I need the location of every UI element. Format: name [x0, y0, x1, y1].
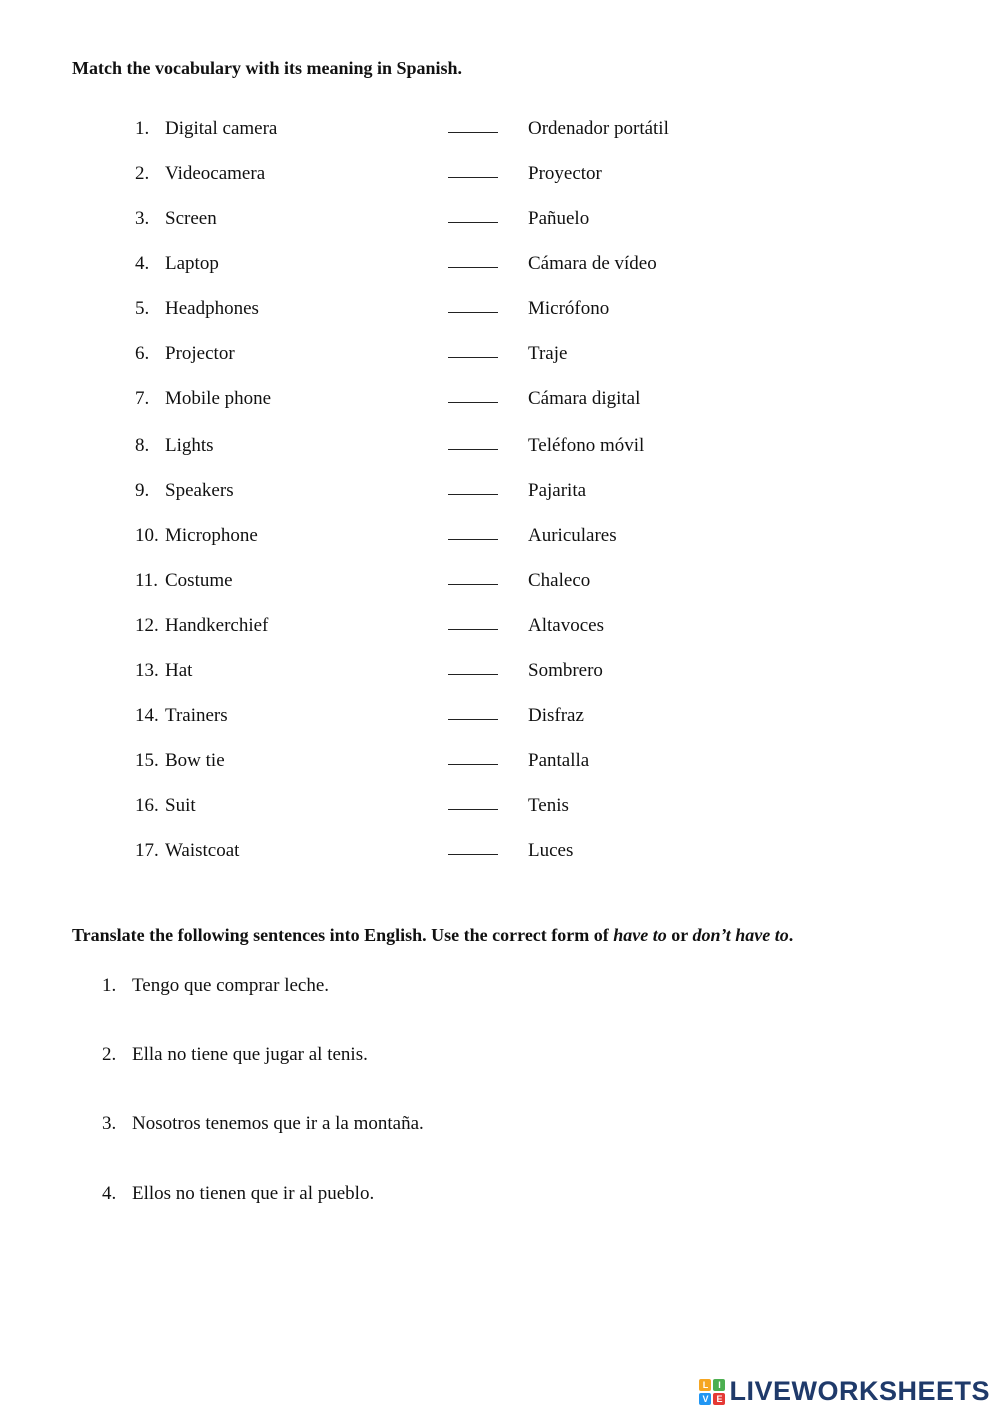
answer-blank[interactable]: [448, 222, 498, 223]
logo-text: LIVEWORKSHEETS: [729, 1376, 990, 1406]
match-row: [0, 480, 1000, 510]
match-row: [0, 750, 1000, 780]
answer-blank[interactable]: [448, 809, 498, 810]
answer-blank[interactable]: [448, 854, 498, 855]
translate-title-part1: Translate the following sentences into English. Use the correct form of: [72, 925, 614, 945]
logo-icon-letter: I: [713, 1379, 725, 1391]
match-number: 7.: [135, 388, 150, 409]
spanish-term: Cámara de vídeo: [528, 253, 657, 274]
english-term: Lights: [165, 435, 214, 456]
match-number: 3.: [135, 208, 150, 229]
english-term: Trainers: [165, 705, 228, 726]
match-number: 10.: [135, 525, 159, 546]
translate-number: 2.: [102, 1044, 117, 1065]
match-number: 2.: [135, 163, 150, 184]
match-row: [0, 163, 1000, 193]
translate-number: 3.: [102, 1113, 117, 1134]
answer-blank[interactable]: [448, 629, 498, 630]
english-term: Mobile phone: [165, 388, 272, 409]
logo-icon-letter: L: [699, 1379, 711, 1391]
answer-blank[interactable]: [448, 764, 498, 765]
english-term: Costume: [165, 570, 233, 591]
match-row: [0, 343, 1000, 373]
answer-blank[interactable]: [448, 449, 498, 450]
match-number: 12.: [135, 615, 159, 636]
answer-blank[interactable]: [448, 674, 498, 675]
liveworksheets-logo-icon: [699, 1379, 725, 1405]
match-number: 15.: [135, 750, 159, 771]
spanish-term: Altavoces: [528, 615, 604, 636]
spanish-term: Traje: [528, 343, 568, 364]
match-number: 6.: [135, 343, 150, 364]
english-term: Bow tie: [165, 750, 225, 771]
spanish-sentence: Ellos no tienen que ir al pueblo.: [132, 1183, 375, 1204]
spanish-term: Micrófono: [528, 298, 610, 319]
english-term: Hat: [165, 660, 193, 681]
spanish-term: Luces: [528, 840, 574, 861]
spanish-sentence: Nosotros tenemos que ir a la montaña.: [132, 1113, 424, 1134]
match-row: [0, 208, 1000, 238]
english-term: Speakers: [165, 480, 234, 501]
match-row: [0, 118, 1000, 148]
answer-blank[interactable]: [448, 267, 498, 268]
translate-title-part2: or: [666, 925, 693, 945]
english-term: Microphone: [165, 525, 258, 546]
english-term: Projector: [165, 343, 235, 364]
spanish-term: Cámara digital: [528, 388, 641, 409]
match-row: [0, 388, 1000, 418]
spanish-term: Proyector: [528, 163, 602, 184]
answer-blank[interactable]: [448, 357, 498, 358]
translate-section-title: [72, 925, 793, 946]
answer-blank[interactable]: [448, 402, 498, 403]
match-section-title: Match the vocabulary with its meaning in Spanish.: [72, 58, 463, 78]
translate-title-em1: have to: [613, 925, 667, 945]
match-number: 14.: [135, 705, 159, 726]
match-row: [0, 705, 1000, 735]
spanish-term: Tenis: [528, 795, 569, 816]
match-row: [0, 840, 1000, 870]
match-row: [0, 570, 1000, 600]
answer-blank[interactable]: [448, 177, 498, 178]
english-term: Videocamera: [165, 163, 266, 184]
spanish-term: Pajarita: [528, 480, 587, 501]
match-row: [0, 660, 1000, 690]
spanish-term: Disfraz: [528, 705, 584, 726]
match-number: 16.: [135, 795, 159, 816]
answer-blank[interactable]: [448, 494, 498, 495]
match-row: [0, 795, 1000, 825]
spanish-term: Auriculares: [528, 525, 617, 546]
english-term: Waistcoat: [165, 840, 240, 861]
match-number: 1.: [135, 118, 150, 139]
spanish-sentence: Ella no tiene que jugar al tenis.: [132, 1044, 368, 1065]
answer-blank[interactable]: [448, 132, 498, 133]
spanish-term: Chaleco: [528, 570, 591, 591]
match-row: [0, 615, 1000, 645]
spanish-term: Ordenador portátil: [528, 118, 669, 139]
answer-blank[interactable]: [448, 539, 498, 540]
logo-icon-letter: V: [699, 1393, 711, 1405]
translate-number: 1.: [102, 975, 117, 996]
english-term: Suit: [165, 795, 196, 816]
logo-icon-letter: E: [713, 1393, 725, 1405]
match-row: [0, 525, 1000, 555]
match-number: 11.: [135, 570, 159, 591]
answer-blank[interactable]: [448, 584, 498, 585]
match-number: 13.: [135, 660, 159, 681]
match-number: 9.: [135, 480, 150, 501]
match-row: [0, 435, 1000, 465]
match-row: [0, 253, 1000, 283]
english-term: Handkerchief: [165, 615, 269, 636]
match-row: [0, 298, 1000, 328]
english-term: Headphones: [165, 298, 259, 319]
spanish-term: Teléfono móvil: [528, 435, 645, 456]
answer-blank[interactable]: [448, 312, 498, 313]
answer-blank[interactable]: [448, 719, 498, 720]
spanish-sentence: Tengo que comprar leche.: [132, 975, 330, 996]
spanish-term: Pañuelo: [528, 208, 590, 229]
liveworksheets-logo: [699, 1376, 990, 1407]
match-number: 17.: [135, 840, 159, 861]
match-number: 4.: [135, 253, 150, 274]
match-number: 5.: [135, 298, 150, 319]
english-term: Laptop: [165, 253, 219, 274]
english-term: Screen: [165, 208, 217, 229]
match-number: 8.: [135, 435, 150, 456]
spanish-term: Sombrero: [528, 660, 603, 681]
spanish-term: Pantalla: [528, 750, 590, 771]
translate-title-em2: don’t have to: [692, 925, 789, 945]
translate-title-part3: .: [788, 925, 794, 945]
english-term: Digital camera: [165, 118, 278, 139]
translate-number: 4.: [102, 1183, 117, 1204]
